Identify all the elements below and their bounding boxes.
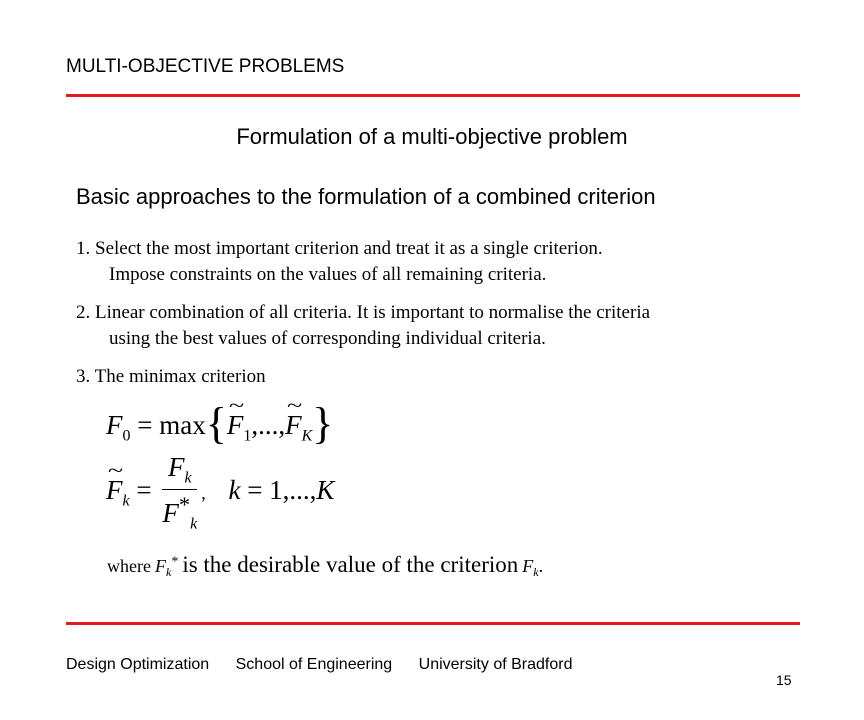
definition-line bbox=[107, 552, 543, 580]
equation-subscript: k bbox=[190, 515, 198, 533]
where-word: where bbox=[107, 556, 151, 576]
equation-subscript: K bbox=[301, 427, 313, 445]
equation-function: max bbox=[159, 410, 206, 440]
equation-subscript: k bbox=[122, 492, 130, 510]
equation-operator: = bbox=[247, 475, 263, 506]
equation-symbol: F bbox=[154, 556, 166, 576]
equation-subscript: k bbox=[165, 565, 172, 580]
equation-comma: , bbox=[201, 483, 206, 504]
list-item bbox=[76, 364, 266, 390]
equation-symbol: F bbox=[106, 410, 123, 440]
fraction bbox=[162, 452, 197, 534]
definition-text: is the desirable value of the criterion bbox=[182, 552, 519, 577]
equation-subscript: 0 bbox=[122, 427, 131, 445]
equation-symbol: K bbox=[316, 475, 335, 506]
footer-school: School of Engineering bbox=[235, 656, 393, 673]
slide-header: MULTI-OBJECTIVE PROBLEMS bbox=[66, 56, 345, 77]
definition-period: . bbox=[538, 556, 544, 576]
list-item-line: 1. Select the most important criterion and treat it as a single criterion. bbox=[76, 238, 603, 259]
bottom-divider bbox=[66, 622, 800, 625]
equation-superscript: * bbox=[171, 554, 179, 570]
equation-symbol: ~ F bbox=[106, 475, 123, 506]
list-item-line: Impose constraints on the values of all remaining criteria. bbox=[109, 264, 547, 285]
equation-subscript: k bbox=[184, 469, 192, 487]
equation-symbol: k bbox=[228, 475, 241, 506]
equation-symbol: F bbox=[522, 556, 534, 576]
top-divider bbox=[66, 94, 800, 97]
right-brace: } bbox=[312, 399, 334, 448]
slide-subtitle: Basic approaches to the formulation of a combined criterion bbox=[76, 184, 656, 209]
equation-superscript: * bbox=[178, 492, 191, 518]
footer-university: University of Bradford bbox=[418, 656, 573, 673]
normalisation-equation bbox=[106, 452, 334, 534]
equation-range: 1,..., bbox=[269, 475, 317, 506]
slide-title: Formulation of a multi-objective problem bbox=[236, 124, 628, 149]
page-number: 15 bbox=[776, 672, 792, 688]
equation-symbol: F bbox=[162, 498, 179, 529]
slide-footer bbox=[66, 656, 594, 674]
list-item-line: using the best values of corresponding individual criteria. bbox=[109, 328, 546, 349]
footer-course: Design Optimization bbox=[66, 656, 210, 673]
equation-operator: = bbox=[137, 410, 153, 440]
equation-ellipsis: ,..., bbox=[251, 410, 286, 440]
minimax-equation bbox=[106, 398, 333, 449]
list-item-line: 3. The minimax criterion bbox=[76, 366, 266, 387]
equation-symbol: ~ F bbox=[285, 410, 302, 441]
list-item bbox=[76, 236, 603, 288]
left-brace: { bbox=[205, 399, 227, 448]
equation-symbol: ~ F bbox=[227, 410, 244, 441]
list-item bbox=[76, 300, 650, 352]
equation-subscript: 1 bbox=[243, 427, 252, 445]
equation-symbol: F bbox=[167, 452, 185, 482]
list-item-line: 2. Linear combination of all criteria. It is important to normalise the criteria bbox=[76, 302, 651, 323]
equation-operator: = bbox=[136, 475, 152, 506]
equation-subscript: k bbox=[533, 565, 539, 580]
